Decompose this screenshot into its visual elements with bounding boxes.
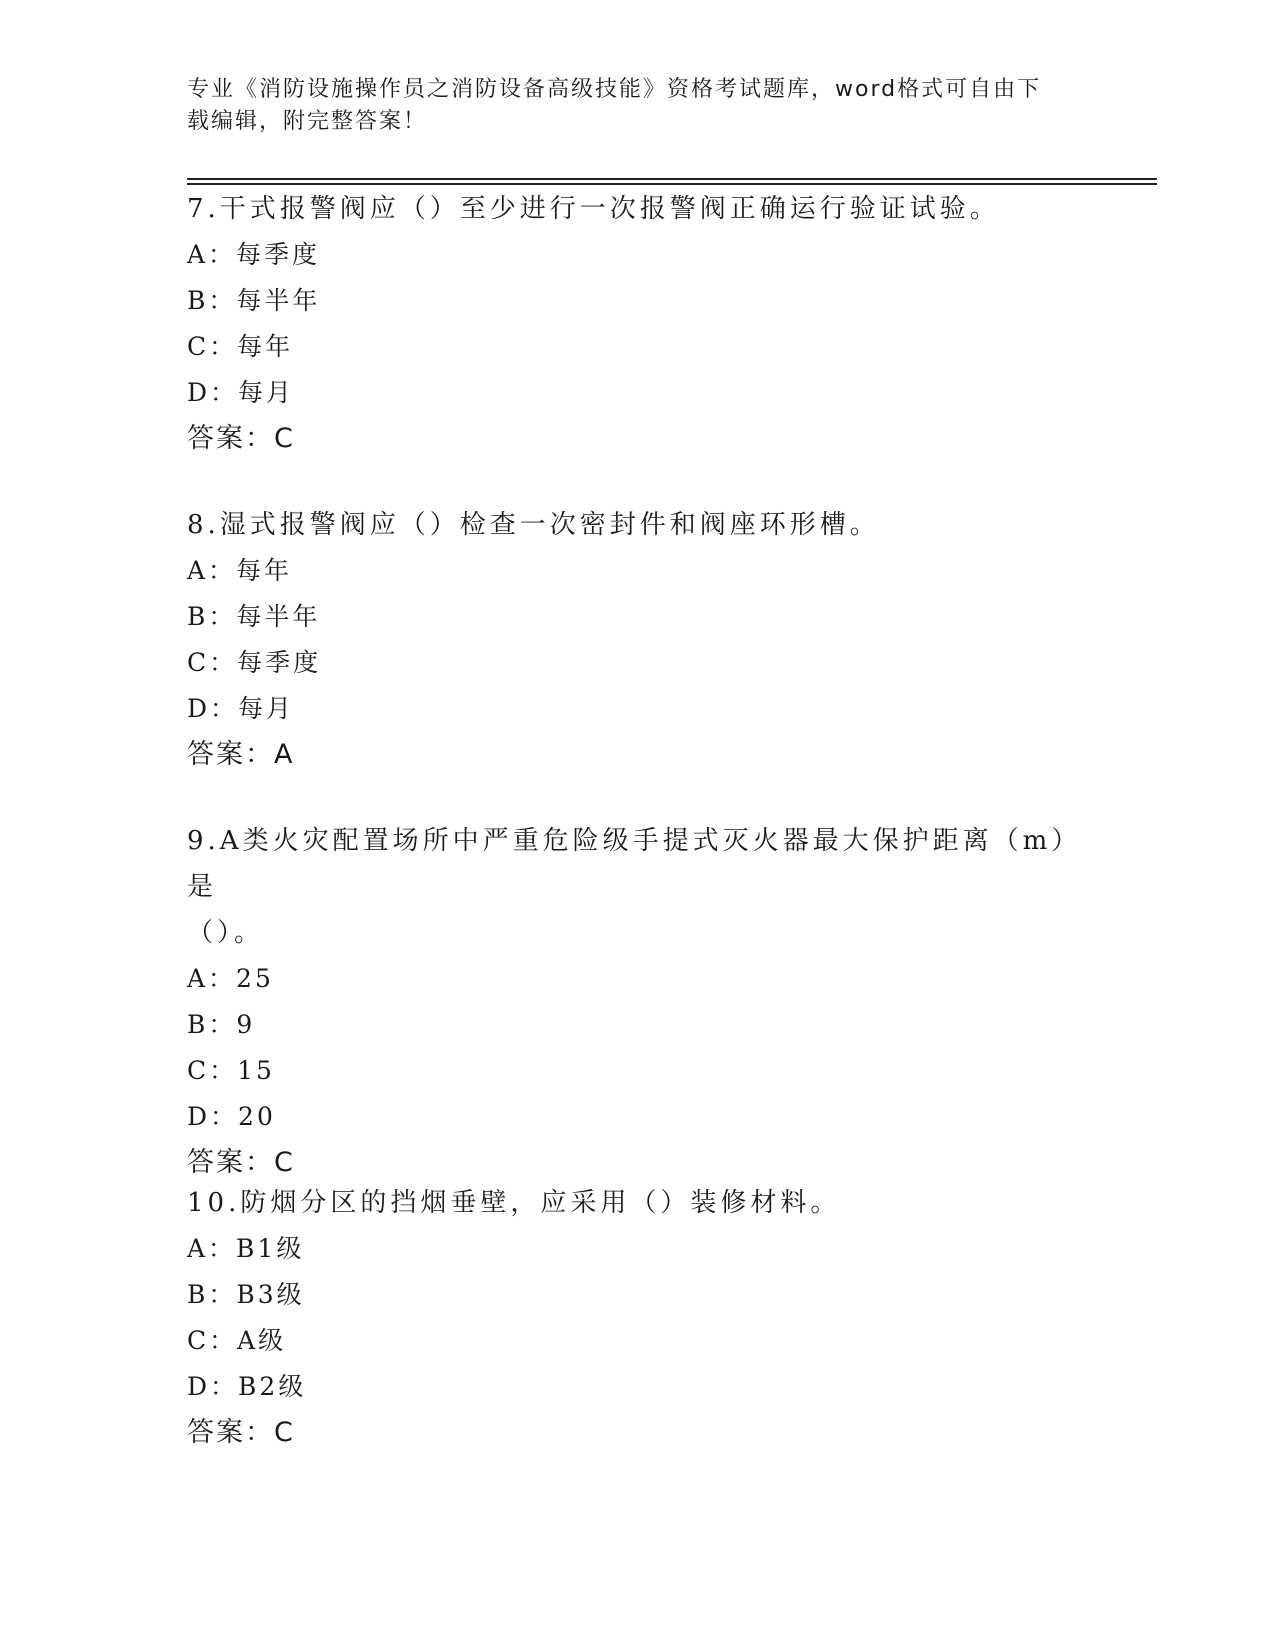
answer: 答案：C [187, 423, 295, 454]
option-c: C：A级 [187, 1326, 287, 1355]
question-8 [187, 502, 1087, 778]
header-line-1: 专业《消防设施操作员之消防设备高级技能》资格考试题库，word格式可自由下 [187, 77, 1042, 102]
header-divider-bottom [187, 183, 1157, 185]
question-7 [187, 186, 1087, 462]
option-b: B：B3级 [187, 1280, 305, 1309]
question-text: 8.湿式报警阀应（）检查一次密封件和阀座环形槽。 [187, 510, 880, 540]
document-header [187, 74, 1067, 138]
option-c: C：每年 [187, 332, 294, 361]
header-divider-top [187, 178, 1157, 180]
question-text: 7.干式报警阀应（）至少进行一次报警阀正确运行验证试验。 [187, 194, 1000, 224]
question-text-continued: （）。 [187, 918, 265, 948]
option-a: A：B1级 [187, 1234, 305, 1263]
question-text: 9.A类火灾配置场所中严重危险级手提式灭火器最大保护距离（m）是 [187, 826, 1082, 902]
option-d: D：每月 [187, 378, 295, 407]
question-text: 10.防烟分区的挡烟垂壁，应采用（）装修材料。 [187, 1188, 841, 1218]
option-a: A：每年 [187, 556, 293, 585]
option-d: D：20 [187, 1102, 276, 1131]
option-c: C：15 [187, 1056, 275, 1085]
question-9 [187, 818, 1087, 1186]
option-c: C：每季度 [187, 648, 322, 677]
option-d: D：B2级 [187, 1372, 307, 1401]
option-b: B：每半年 [187, 602, 321, 631]
option-a: A：25 [187, 964, 274, 993]
option-a: A：每季度 [187, 240, 321, 269]
answer: 答案：C [187, 1417, 295, 1448]
header-line-2: 载编辑，附完整答案！ [187, 109, 428, 134]
question-10 [187, 1180, 1087, 1456]
option-d: D：每月 [187, 694, 295, 723]
option-b: B：每半年 [187, 286, 321, 315]
answer: 答案：A [187, 739, 295, 770]
answer: 答案：C [187, 1147, 295, 1178]
option-b: B：9 [187, 1010, 256, 1039]
